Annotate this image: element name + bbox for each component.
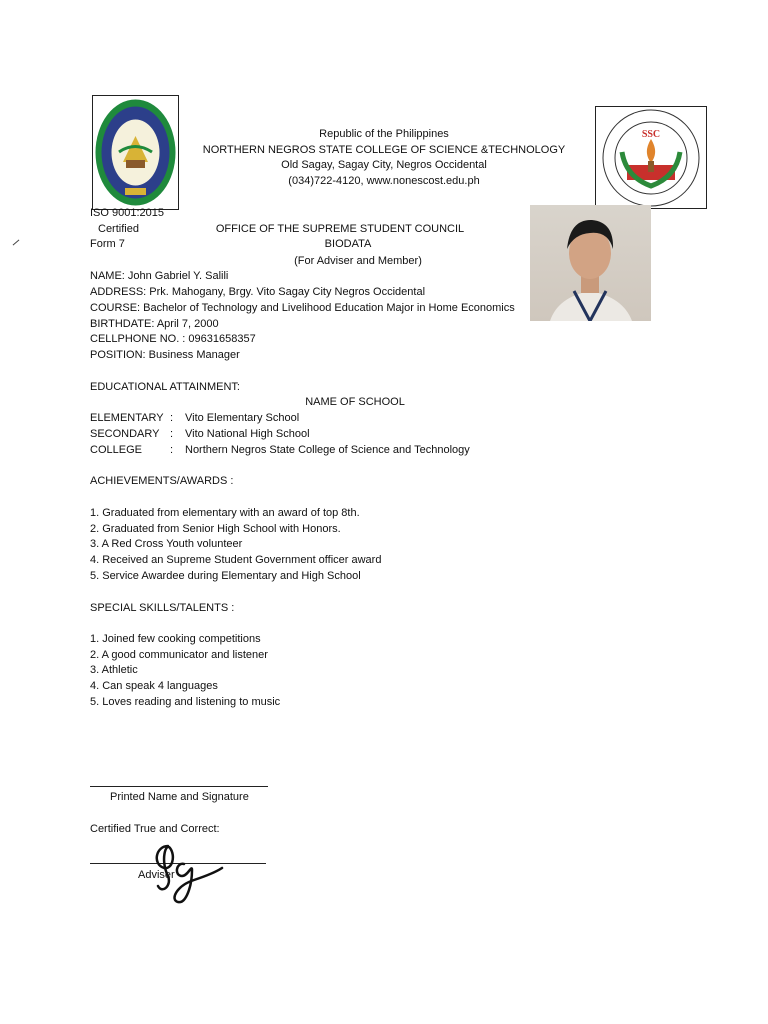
adviser-label: Adviser <box>138 869 175 881</box>
education-column-header: NAME OF SCHOOL <box>305 396 405 408</box>
header-college: NORTHERN NEGROS STATE COLLEGE OF SCIENCE &TECHNOLOGY <box>202 144 566 156</box>
profile-course: COURSE: Bachelor of Technology and Livelihood Education Major in Home Economics <box>90 302 515 314</box>
education-separator: : <box>170 412 174 424</box>
education-school: Vito Elementary School <box>185 412 300 424</box>
education-level: COLLEGE <box>90 444 142 456</box>
college-logo-frame <box>92 95 179 210</box>
achievement-item: 1. Graduated from elementary with an award of top 8th. <box>90 507 360 519</box>
certified-label: Certified True and Correct: <box>90 823 220 835</box>
iso-certified: Certified <box>98 223 139 235</box>
ssc-seal-icon <box>596 107 706 208</box>
achievement-item: 5. Service Awardee during Elementary and High School <box>90 570 361 582</box>
iso-label: ISO 9001:2015 <box>90 207 165 219</box>
biodata-subtitle: (For Adviser and Member) <box>294 255 422 267</box>
skills-heading: SPECIAL SKILLS/TALENTS : <box>90 602 235 614</box>
person-icon <box>530 205 651 321</box>
education-level: SECONDARY <box>90 428 160 440</box>
college-seal-icon <box>93 96 178 209</box>
header-address: Old Sagay, Sagay City, Negros Occidental <box>281 159 487 171</box>
skill-item: 3. Athletic <box>90 664 138 676</box>
education-separator: : <box>170 428 174 440</box>
education-heading: EDUCATIONAL ATTAINMENT: <box>90 381 240 393</box>
profile-cellphone: CELLPHONE NO. : 09631658357 <box>90 333 256 345</box>
profile-position: POSITION: Business Manager <box>90 349 240 361</box>
ssc-logo-frame <box>595 106 707 209</box>
header-contact: (034)722-4120, www.nonescost.edu.ph <box>288 175 480 187</box>
header-republic: Republic of the Philippines <box>319 128 449 140</box>
profile-address: ADDRESS: Prk. Mahogany, Brgy. Vito Sagay City Negros Occidental <box>90 286 426 298</box>
ssc-center-text: SSC <box>641 129 661 140</box>
skill-item: 4. Can speak 4 languages <box>90 680 218 692</box>
signature-line <box>90 786 268 787</box>
profile-photo <box>530 205 651 321</box>
education-school: Vito National High School <box>185 428 310 440</box>
form-number: Form 7 <box>90 238 125 250</box>
achievements-heading: ACHIEVEMENTS/AWARDS : <box>90 475 234 487</box>
achievement-item: 3. A Red Cross Youth volunteer <box>90 538 243 550</box>
education-school: Northern Negros State College of Science and Technology <box>185 444 470 456</box>
profile-name: NAME: John Gabriel Y. Salili <box>90 270 229 282</box>
profile-birthdate: BIRTHDATE: April 7, 2000 <box>90 318 219 330</box>
skill-item: 2. A good communicator and listener <box>90 649 268 661</box>
education-level: ELEMENTARY <box>90 412 164 424</box>
achievement-item: 2. Graduated from Senior High School with Honors. <box>90 523 341 535</box>
skill-item: 5. Loves reading and listening to music <box>90 696 281 708</box>
education-separator: : <box>170 444 174 456</box>
biodata-title: BIODATA <box>324 238 372 250</box>
printed-name-label: Printed Name and Signature <box>110 791 249 803</box>
handwritten-signature <box>148 836 228 912</box>
skill-item: 1. Joined few cooking competitions <box>90 633 261 645</box>
office-title: OFFICE OF THE SUPREME STUDENT COUNCIL <box>215 223 465 235</box>
stray-mark <box>13 240 20 246</box>
achievement-item: 4. Received an Supreme Student Government officer award <box>90 554 382 566</box>
